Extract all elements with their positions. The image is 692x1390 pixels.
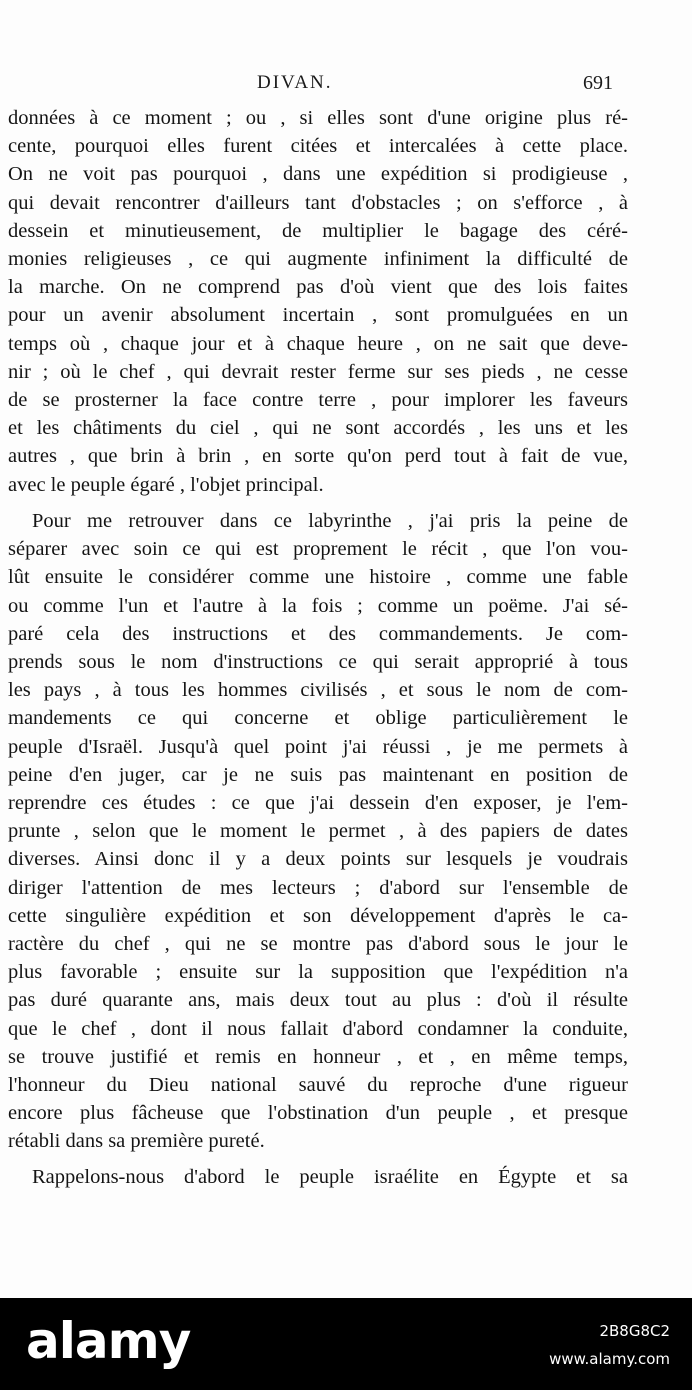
text-line: cette singulière expédition et son développement d'après le ca- [8, 904, 628, 927]
text-line: paré cela des instructions et des commandements. Je com- [8, 622, 628, 645]
text-line: ou comme l'un et l'autre à la fois ; comme un poëme. J'ai sé- [8, 594, 628, 617]
text-line: données à ce moment ; ou , si elles sont d'une origine plus ré- [8, 107, 628, 129]
text-line: Rappelons-nous d'abord le peuple israélite en Égypte et sa [32, 1166, 628, 1188]
text-line: et les châtiments du ciel , qui ne sont accordés , les uns et les [8, 417, 628, 440]
text-line: diriger l'attention de mes lecteurs ; d'abord sur l'ensemble de [8, 876, 628, 899]
page-number: 691 [583, 72, 613, 94]
text-line: pas duré quarante ans, mais deux tout au plus : d'où il résulte [8, 989, 628, 1012]
text-line: autres , que brin à brin , en sorte qu'on perd tout à fait de vue, [8, 445, 628, 468]
text-line: qui devait rencontrer d'ailleurs tant d'obstacles ; on s'efforce , à [8, 191, 628, 214]
text-line: mandements ce qui concerne et oblige particulièrement le [8, 707, 628, 730]
text-line: pour un avenir absolument incertain , sont promulguées en un [8, 304, 628, 327]
running-head [0, 72, 692, 102]
text-line: reprendre ces études : ce que j'ai dessein d'en exposer, je l'em- [8, 792, 628, 814]
text-line: temps où , chaque jour et à chaque heure , on ne sait que deve- [8, 332, 628, 355]
text-line: que le chef , dont il nous fallait d'abord condamner la conduite, [8, 1017, 628, 1040]
text-line: séparer avec soin ce qui est proprement le récit , que l'on vou- [8, 538, 628, 561]
text-line: prunte , selon que le moment le permet , à des papiers de dates [8, 820, 628, 843]
text-line: les pays , à tous les hommes civilisés , et sous le nom de com- [8, 679, 628, 702]
text-line: diverses. Ainsi donc il y a deux points sur lesquels je voudrais [8, 848, 628, 871]
text-line: plus favorable ; ensuite sur la supposition que l'expédition n'a [8, 961, 628, 984]
watermark-footer [0, 1298, 692, 1390]
running-title: DIVAN. [257, 72, 333, 93]
text-line: cente, pourquoi elles furent citées et intercalées à cette place. [8, 135, 628, 158]
text-line: se trouve justifié et remis en honneur , et , en même temps, [8, 1045, 628, 1068]
text-line: nir ; où le chef , qui devrait rester ferme sur ses pieds , ne cesse [8, 360, 628, 383]
image-id: 2B8G8C2 [599, 1322, 670, 1340]
text-line: dessein et minutieusement, de multiplier le bagage des céré- [8, 219, 628, 242]
text-line: rétabli dans sa première pureté. [8, 1130, 265, 1153]
text-line: peuple d'Israël. Jusqu'à quel point j'ai réussi , je me permets à [8, 735, 628, 758]
text-line: l'honneur du Dieu national sauvé du reproche d'une rigueur [8, 1074, 628, 1096]
text-line: monies religieuses , ce qui augmente infiniment la difficulté de [8, 248, 628, 270]
text-line: prends sous le nom d'instructions ce qui serait approprié à tous [8, 651, 628, 673]
text-line: la marche. On ne comprend pas d'où vient que des lois faites [8, 276, 628, 299]
text-line: On ne voit pas pourquoi , dans une expédition si prodigieuse , [8, 163, 628, 186]
site-url: www.alamy.com [549, 1350, 670, 1368]
text-line: de se prosterner la face contre terre , pour implorer les faveurs [8, 389, 628, 411]
text-line: lût ensuite le considérer comme une histoire , comme une fable [8, 566, 628, 589]
alamy-logo: alamy [26, 1312, 191, 1370]
text-line: Pour me retrouver dans ce labyrinthe , j'ai pris la peine de [32, 510, 628, 532]
text-line: encore plus fâcheuse que l'obstination d'un peuple , et presque [8, 1102, 628, 1125]
text-line: avec le peuple égaré , l'objet principal. [8, 473, 324, 496]
text-line: ractère du chef , qui ne se montre pas d'abord sous le jour le [8, 933, 628, 955]
text-line: peine d'en juger, car je ne suis pas maintenant en position de [8, 763, 628, 786]
